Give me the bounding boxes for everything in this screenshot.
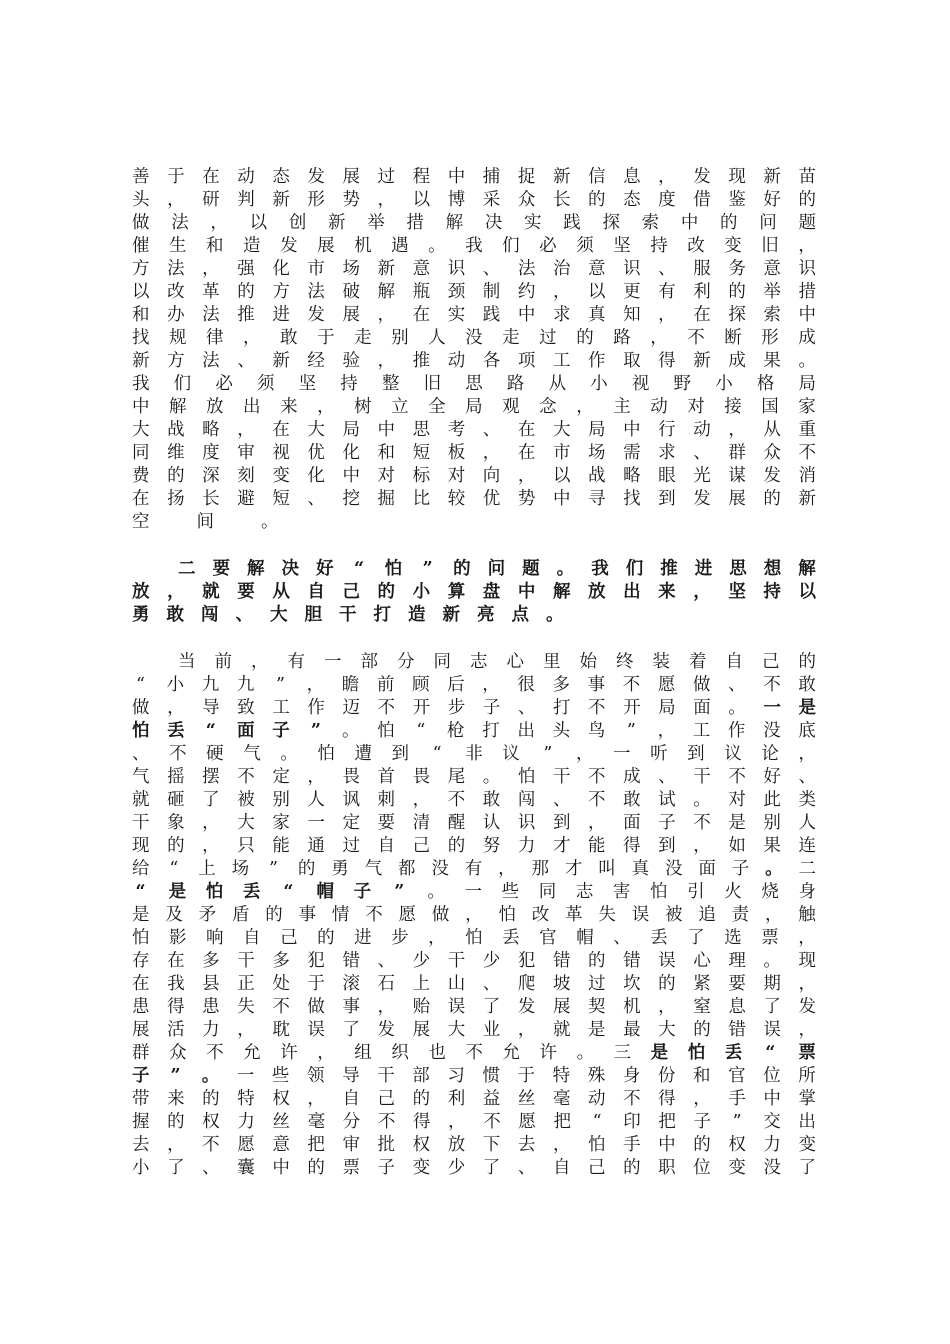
text-line: 怕 影 响 自 己 的 进 步 ， 怕 丢 官 帽 、 丢 了 选 票 ，	[132, 928, 816, 948]
text-line: 当 前 ， 有 一 部 分 同 志 心 里 始 终 装 着 自 己 的	[178, 652, 816, 672]
text-line: 新 方 法 、 新 经 验 ， 推 动 各 项 工 作 取 得 新 成 果 。	[132, 351, 816, 371]
text-line: 展 活 力 ， 耽 误 了 发 展 大 业 ， 就 是 最 大 的 错 误 ，	[132, 1020, 816, 1040]
text-line: 我 们 必 须 坚 持 整 旧 思 路 从 小 视 野 小 格 局	[132, 374, 816, 394]
text-line: 群 众 不 允 许 ， 组 织 也 不 允 许 。 三 是 怕 丢 “ 票	[132, 1043, 816, 1063]
text-line: 方 法 ， 强 化 市 场 新 意 识 、 法 治 意 识 、 服 务 意 识	[132, 259, 816, 279]
text-line: 以 改 革 的 方 法 破 解 瓶 颈 制 约 ， 以 更 有 利 的 举 措	[132, 282, 816, 302]
text-line: 放 ， 就 要 从 自 己 的 小 算 盘 中 解 放 出 来 ， 坚 持 以	[132, 582, 816, 602]
paragraph-2	[132, 558, 816, 627]
text-line: 给 “ 上 场 ” 的 勇 气 都 没 有 ， 那 才 叫 真 没 面 子 。 二	[132, 859, 816, 879]
text-line: 、 不 硬 气 。 怕 遭 到 “ 非 议 ” ， 一 听 到 议 论 ，	[132, 744, 816, 764]
text-line: 是 及 矛 盾 的 事 情 不 愿 做 ， 怕 改 革 失 误 被 追 责 ， 触	[132, 905, 816, 925]
text-line: 存 在 多 干 多 犯 错 、 少 干 少 犯 错 的 错 误 心 理 。 现	[132, 951, 816, 971]
text-line: 费 的 深 刻 变 化 中 对 标 对 向 ， 以 战 略 眼 光 谋 发 消	[132, 466, 816, 486]
text-line: 怕 丢 “ 面 子 ” 。 怕 “ 枪 打 出 头 鸟 ” ， 工 作 没 底	[132, 721, 816, 741]
text-line: 带 来 的 特 权 ， 自 己 的 利 益 丝 毫 动 不 得 ， 手 中 掌	[132, 1089, 816, 1109]
text-line: 和 办 法 推 进 发 展 ， 在 实 践 中 求 真 知 ， 在 探 索 中	[132, 305, 816, 325]
text-line: 子 ” 。 一 些 领 导 干 部 习 惯 于 特 殊 身 份 和 官 位 所	[132, 1066, 816, 1086]
text-line: 催 生 和 造 发 展 机 遇 。 我 们 必 须 坚 持 改 变 旧 ，	[132, 236, 816, 256]
text-line: 善 于 在 动 态 发 展 过 程 中 捕 捉 新 信 息 ， 发 现 新 苗	[132, 167, 816, 187]
text-line: “ 小 九 九 ” ， 瞻 前 顾 后 ， 很 多 事 不 愿 做 、 不 敢	[136, 675, 816, 695]
text-line: 在 扬 长 避 短 、 挖 掘 比 较 优 势 中 寻 找 到 发 展 的 新	[132, 489, 816, 509]
text-line: 大 战 略 ， 在 大 局 中 思 考 、 在 大 局 中 行 动 ， 从 重	[132, 420, 816, 440]
text-line: 找 规 律 ， 敢 于 走 别 人 没 走 过 的 路 ， 不 断 形 成	[132, 328, 816, 348]
text-line: 干 象 ， 大 家 一 定 要 清 醒 认 识 到 ， 面 子 不 是 别 人	[132, 813, 816, 833]
text-line: 握 的 权 力 丝 毫 分 不 得 ， 不 愿 把 “ 印 把 子 ” 交 出	[132, 1112, 816, 1132]
text-line: 勇 敢 闯 、 大 胆 干 打 造 新 亮 点 。	[132, 605, 564, 625]
document-body	[132, 166, 816, 1180]
paragraph-3	[132, 651, 816, 1180]
text-line: 小 了 、 囊 中 的 票 子 变 少 了 、 自 己 的 职 位 变 没 了	[132, 1158, 816, 1178]
text-line: 就 砸 了 被 别 人 讽 刺 ， 不 敢 闯 、 不 敢 试 。 对 此 类	[132, 790, 816, 810]
text-line: “ 是 怕 丢 “ 帽 子 ” 。 一 些 同 志 害 怕 引 火 烧 身	[135, 882, 816, 902]
text-line: 患 得 患 失 不 做 事 ， 贻 误 了 发 展 契 机 ， 窒 息 了 发	[132, 997, 816, 1017]
text-line: 中 解 放 出 来 ， 树 立 全 局 观 念 ， 主 动 对 接 国 家	[132, 397, 816, 417]
text-line: 头 ， 研 判 新 形 势 ， 以 博 采 众 长 的 态 度 借 鉴 好 的	[132, 190, 816, 210]
paragraph-1	[132, 166, 816, 534]
text-line: 二 要 解 决 好 “ 怕 ” 的 问 题 。 我 们 推 进 思 想 解	[178, 559, 816, 579]
text-line: 空 间 。	[132, 512, 279, 532]
text-line: 现 的 ， 只 能 通 过 自 己 的 努 力 才 能 得 到 ， 如 果 连	[132, 836, 816, 856]
text-line: 做 法 ， 以 创 新 举 措 解 决 实 践 探 索 中 的 问 题	[132, 213, 816, 233]
text-line: 在 我 县 正 处 于 滚 石 上 山 、 爬 坡 过 坎 的 紧 要 期 ，	[132, 974, 816, 994]
text-line: 做 ， 导 致 工 作 迈 不 开 步 子 、 打 不 开 局 面 。 一 是	[132, 698, 816, 718]
text-line: 气 摇 摆 不 定 ， 畏 首 畏 尾 。 怕 干 不 成 、 干 不 好 、	[132, 767, 816, 787]
text-line: 去 ， 不 愿 意 把 审 批 权 放 下 去 ， 怕 手 中 的 权 力 变	[132, 1135, 816, 1155]
text-line: 同 维 度 审 视 优 化 和 短 板 ， 在 市 场 需 求 、 群 众 不	[132, 443, 816, 463]
